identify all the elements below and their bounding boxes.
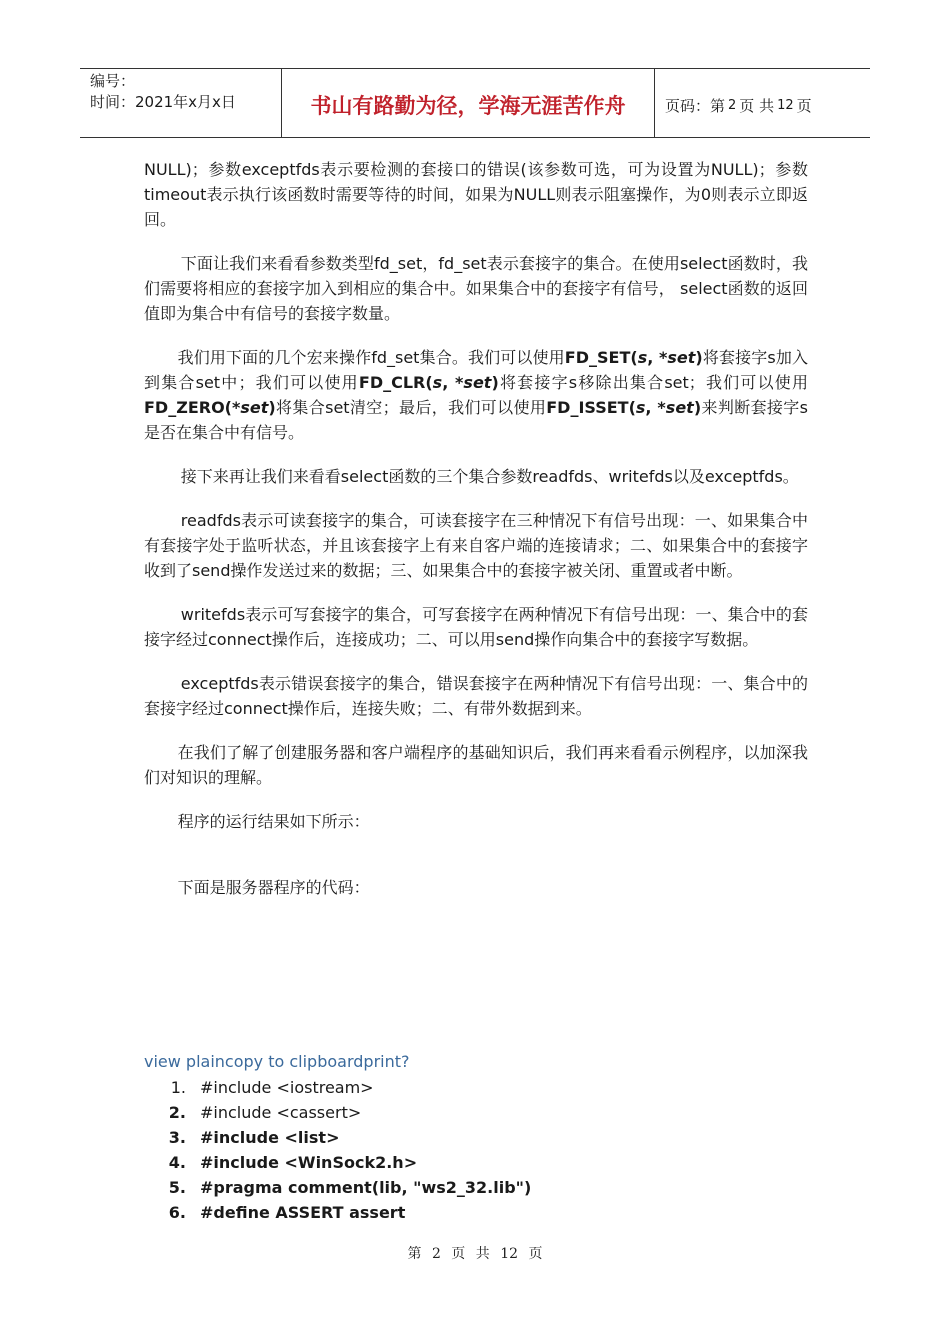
line-text: #include <cassert>: [200, 1103, 362, 1122]
page-suffix: 页: [796, 96, 812, 115]
number-label: 编号：: [90, 72, 136, 90]
code-line: [144, 1150, 804, 1175]
param-set: set: [240, 398, 269, 417]
paragraph-10: 下面是服务器程序的代码：: [177, 878, 370, 897]
page-mid: 页 共: [739, 96, 775, 115]
text-run: 我们用下面的几个宏来操作fd_set集合。我们可以使用: [177, 348, 565, 367]
param-set: set: [667, 348, 696, 367]
paragraph-3: [144, 345, 808, 445]
line-number: 3.: [168, 1128, 186, 1147]
param-set: set: [463, 373, 492, 392]
macro-fd-set: FD_SET(: [564, 348, 638, 367]
header-page-info: [655, 69, 870, 137]
page-total: 12: [777, 97, 794, 113]
date-label: 时间：2021年x月x日: [90, 93, 236, 111]
param-s: s: [635, 398, 646, 417]
param-s: s: [637, 348, 648, 367]
image-placeholder: [144, 853, 808, 875]
text-run: 将套接字s移除出集合set；我们可以使用: [498, 373, 808, 392]
paragraph-7: exceptfds表示错误套接字的集合，错误套接字在两种情况下有信号出现：一、集合中的套接字经过connect操作后，连接失败；二、有带外数据到来。: [144, 674, 808, 718]
bold-run: , *: [645, 398, 666, 417]
line-text: #pragma comment(lib, "ws2_32.lib"): [200, 1178, 532, 1197]
code-line: [144, 1075, 804, 1100]
line-text: #include <iostream>: [200, 1078, 374, 1097]
paragraph-6: writefds表示可写套接字的集合，可写套接字在两种情况下有信号出现：一、集合中的套接字经过connect操作后，连接成功；二、可以用send操作向集合中的套接字写数据。: [144, 605, 808, 649]
macro-fd-zero: FD_ZERO(*: [144, 398, 241, 417]
bold-run: , *: [442, 373, 464, 392]
paragraph-8: 在我们了解了创建服务器和客户端程序的基础知识后，我们再来看看示例程序，以加深我们对知识的理解。: [144, 743, 808, 787]
page-header: [80, 68, 870, 138]
macro-fd-clr: FD_CLR(: [358, 373, 433, 392]
line-number: 1.: [170, 1078, 186, 1097]
bold-run: ): [693, 398, 702, 417]
paragraph-4: 接下来再让我们来看看select函数的三个集合参数readfds、writefds以及exceptfds。: [180, 467, 799, 486]
code-toolbar-links[interactable]: view plaincopy to clipboardprint?: [144, 1052, 410, 1071]
code-lines: [144, 1075, 804, 1225]
code-line: [144, 1200, 804, 1225]
bold-run: ): [695, 348, 703, 367]
text-run: 将套接字s加入到集合set中；我们可以使用: [144, 348, 808, 392]
bold-run: , *: [647, 348, 668, 367]
code-line: [144, 1100, 804, 1125]
bold-run: ): [491, 373, 499, 392]
header-motto: 书山有路勤为径，学海无涯苦作舟: [282, 69, 655, 137]
paragraph-9: 程序的运行结果如下所示：: [177, 812, 370, 831]
line-number: 4.: [168, 1153, 186, 1172]
code-line: [144, 1175, 804, 1200]
page-prefix: 页码：第: [665, 96, 726, 115]
paragraph-5: readfds表示可读套接字的集合，可读套接字在三种情况下有信号出现：一、如果集合中有套接字处于监听状态，并且该套接字上有来自客户端的连接请求；二、如果集合中的套接字收到了send操作发送过来的数据；三、如果集合中的套接字被关闭、重置或者中断。: [144, 511, 808, 580]
paragraph-1: NULL)；参数exceptfds表示要检测的套接口的错误(该参数可选，可为设置为NULL)；参数timeout表示执行该函数时需要等待的时间，如果为NULL则表示阻塞操作，为0则表示立即返回。: [144, 160, 808, 229]
document-body: [144, 157, 808, 919]
text-run: 将集合set清空；最后，我们可以使用: [275, 398, 547, 417]
line-text: #include <list>: [200, 1128, 340, 1147]
page-footer: 第 2 页 共 12 页: [407, 1246, 543, 1262]
param-s: s: [432, 373, 443, 392]
line-number: 6.: [168, 1203, 186, 1222]
text-run: 来判断套接字s是否在集合中有信号。: [144, 398, 808, 442]
line-text: #include <WinSock2.h>: [200, 1153, 418, 1172]
page-current: 2: [728, 97, 737, 113]
macro-fd-isset: FD_ISSET(: [546, 398, 636, 417]
line-text: #define ASSERT assert: [200, 1203, 406, 1222]
header-meta: [80, 69, 282, 137]
bold-run: ): [268, 398, 276, 417]
param-set: set: [665, 398, 694, 417]
code-block: [144, 1050, 804, 1225]
line-number: 2.: [168, 1103, 186, 1122]
paragraph-2: 下面让我们来看看参数类型fd_set，fd_set表示套接字的集合。在使用select函数时，我们需要将相应的套接字加入到相应的集合中。如果集合中的套接字有信号， select函数的返回值即为集合中有信号的套接字数量。: [144, 254, 808, 323]
code-line: [144, 1125, 804, 1150]
line-number: 5.: [168, 1178, 186, 1197]
